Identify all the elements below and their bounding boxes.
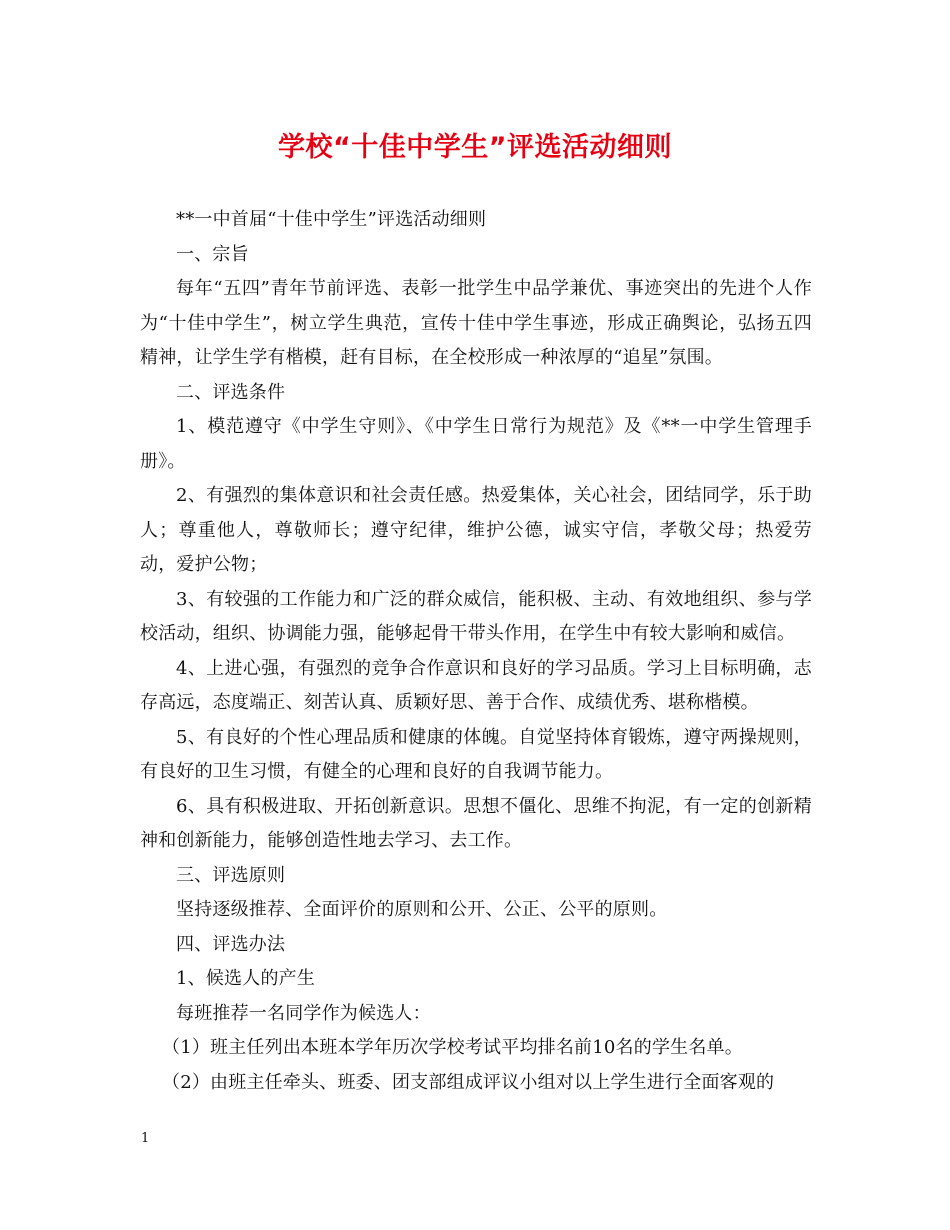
paragraph: 5、有良好的个性心理品质和健康的体魄。自觉坚持体育锻炼，遵守两操规则，有良好的卫生习惯，有健全的心理和良好的自我调节能力。 bbox=[140, 726, 812, 782]
document-body bbox=[140, 203, 812, 1100]
paragraph: 3、有较强的工作能力和广泛的群众威信，能积极、主动、有效地组织、参与学校活动，组织、协调能力强，能够起骨干带头作用，在学生中有较大影响和威信。 bbox=[140, 588, 812, 644]
paragraph: 1、模范遵守《中学生守则》、《中学生日常行为规范》及《**一中学生管理手册》。 bbox=[140, 416, 812, 472]
paragraph: 4、上进心强，有强烈的竞争合作意识和良好的学习品质。学习上目标明确，志存高远，态度端正、刻苦认真、质颖好思、善于合作、成绩优秀、堪称楷模。 bbox=[140, 657, 812, 713]
section-heading: 一、宗旨 bbox=[176, 243, 249, 265]
page-number: 1 bbox=[141, 1131, 150, 1146]
subsection-heading: 1、候选人的产生 bbox=[176, 968, 316, 989]
list-item: （1）班主任列出本班本学年历次学校考试平均排名前10名的学生名单。 bbox=[162, 1037, 743, 1058]
section-heading: 二、评选条件 bbox=[176, 381, 286, 403]
section-heading: 三、评选原则 bbox=[176, 864, 286, 886]
paragraph: 每班推荐一名同学作为候选人： bbox=[176, 1002, 431, 1024]
section-heading: 四、评选办法 bbox=[176, 933, 286, 955]
paragraph: 每年“五四”青年节前评选、表彰一批学生中品学兼优、事迹突出的先进个人作为“十佳中学生”，树立学生典范，宣传十佳中学生事迹，形成正确舆论，弘扬五四精神，让学生学有楷模，赶有目标，在全校形成一种浓厚的“追星”氛围。 bbox=[140, 278, 812, 368]
list-item: （2）由班主任牵头、班委、团支部组成评议小组对以上学生进行全面客观的 bbox=[162, 1071, 775, 1093]
subtitle-line: **一中首届“十佳中学生”评选活动细则 bbox=[176, 209, 487, 230]
paragraph: 2、有强烈的集体意识和社会责任感。热爱集体，关心社会，团结同学，乐于助人；尊重他人，尊敬师长；遵守纪律，维护公德，诚实守信，孝敬父母；热爱劳动，爱护公物； bbox=[140, 485, 812, 575]
document-title: 学校“十佳中学生”评选活动细则 bbox=[278, 132, 672, 163]
paragraph: 6、具有积极进取、开拓创新意识。思想不僵化、思维不拘泥，有一定的创新精神和创新能力，能够创造性地去学习、去工作。 bbox=[140, 795, 812, 851]
paragraph: 坚持逐级推荐、全面评价的原则和公开、公正、公平的原则。 bbox=[176, 899, 668, 920]
